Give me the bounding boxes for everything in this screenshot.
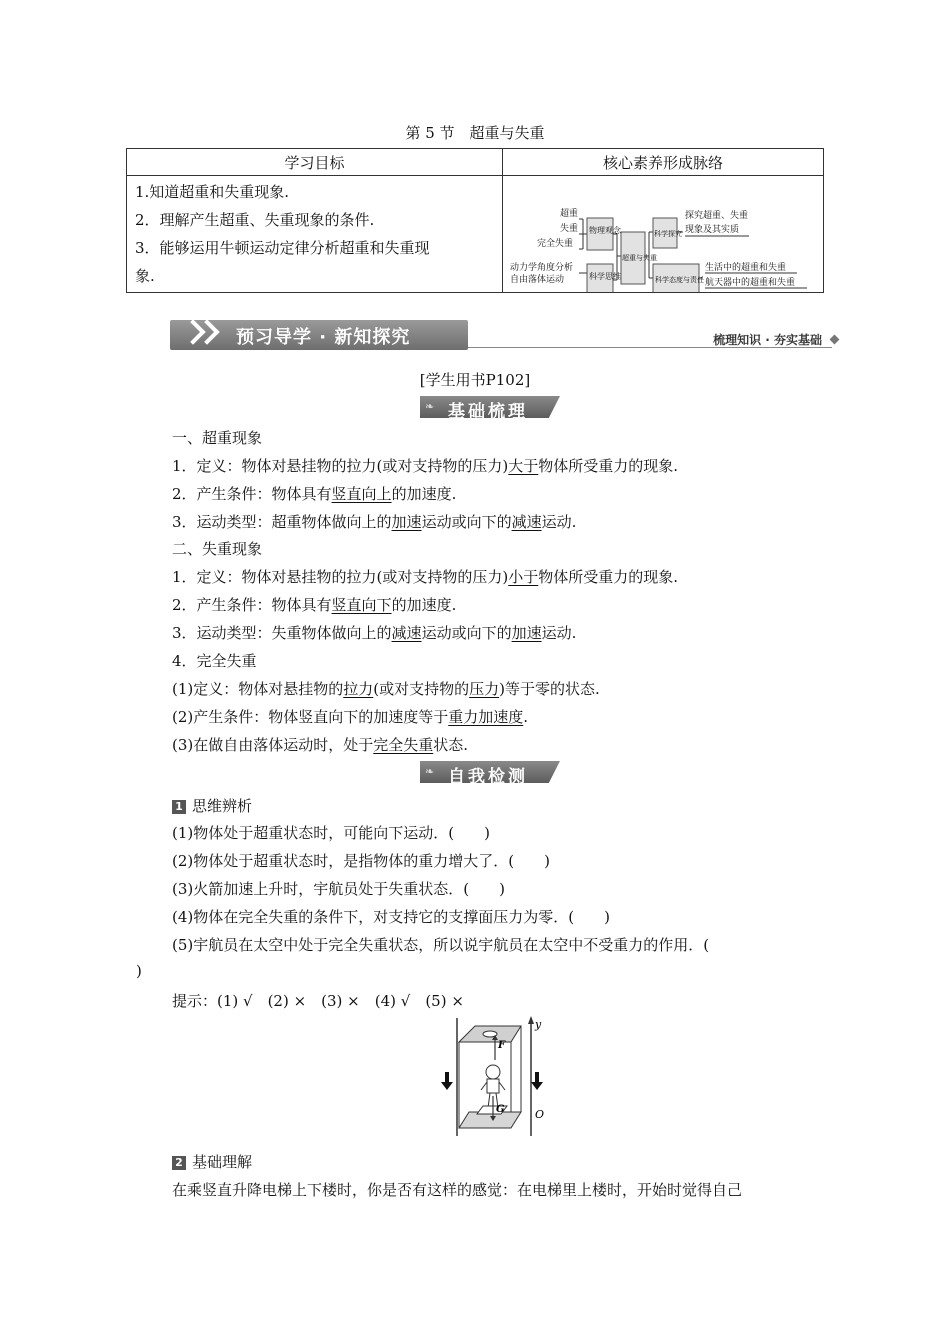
q1-item-1: (1)物体处于超重状态时，可能向下运动．( ) — [172, 824, 490, 842]
goal-item: 1.知道超重和失重现象. — [135, 183, 290, 201]
map-right-top-1: 探究超重、失重 — [685, 211, 749, 221]
q1-item-5-cont: ) — [136, 962, 142, 980]
complete-weightless-definition: (1)定义：物体对悬挂物的拉力(或对支持物的压力)等于零的状态. — [172, 680, 600, 698]
complete-weightless-condition: (2)产生条件：物体竖直向下的加速度等于重力加速度. — [172, 708, 529, 726]
goal-item: 3．能够运用牛顿运动定律分析超重和失重现 — [135, 239, 430, 257]
origin-label: O — [535, 1108, 545, 1121]
banner-title: 预习导学 · 新知探究 — [236, 327, 411, 348]
answer-key: 完全失重 — [373, 736, 434, 754]
concept-map-cell — [503, 176, 824, 293]
q1-heading: 1 思维辨析 — [172, 795, 252, 816]
heading-overweight: 一、超重现象 — [172, 429, 263, 447]
q1-hint: 提示：(1) √ (2) × (3) × (4) √ (5) × — [172, 992, 464, 1010]
map-right-bottom-2: 航天器中的超重和失重 — [705, 278, 796, 288]
answer-key: 减速 — [511, 513, 542, 531]
answer-key: 减速 — [391, 624, 422, 642]
q1-item-2: (2)物体处于超重状态时，是指物体的重力增大了．( ) — [172, 852, 550, 870]
goals-list — [127, 176, 503, 293]
force-f-label: F — [498, 1040, 506, 1051]
core-literacy-header: 核心素养形成脉络 — [503, 149, 824, 176]
answer-key: 拉力 — [343, 680, 374, 698]
map-thinking-box: 科学思维 — [589, 272, 621, 281]
q2-text: 在乘竖直升降电梯上下楼时，你是否有这样的感觉：在电梯里上楼时，开始时觉得自己 — [172, 1181, 743, 1199]
section-banner — [170, 320, 840, 356]
answer-key: 竖直向上 — [331, 485, 392, 503]
q1-item-5: (5)宇航员在太空中处于完全失重状态，所以说宇航员在太空中不受重力的作用．( — [172, 936, 710, 954]
map-right-bottom-1: 生活中的超重和失重 — [705, 263, 787, 273]
map-attitude-box: 科学态度与责任 — [655, 276, 704, 284]
map-right-top-2: 现象及其实质 — [685, 225, 740, 235]
book-reference: [学生用书P102] — [419, 371, 531, 389]
goal-item: 2．理解产生超重、失重现象的条件. — [135, 211, 375, 229]
goals-table — [126, 148, 824, 293]
answer-key: 小于 — [508, 568, 539, 586]
weightless-definition: 1．定义：物体对悬挂物的拉力(或对支持物的压力)小于物体所受重力的现象. — [172, 568, 679, 586]
map-left-top-1: 超重 — [560, 209, 579, 219]
q1-item-3: (3)火箭加速上升时，宇航员处于失重状态．( ) — [172, 880, 505, 898]
q2-heading: 2 基础理解 — [172, 1151, 252, 1172]
map-center-box: 超重与失重 — [622, 254, 657, 262]
section-header-basics — [420, 396, 560, 420]
map-physics-box: 物理观念 — [589, 226, 621, 235]
elevator-figure — [435, 1016, 555, 1140]
answer-key: 重力加速度 — [448, 708, 524, 726]
weightless-motion-type: 3．运动类型：失重物体做向上的减速运动或向下的加速运动. — [172, 624, 577, 642]
weightless-condition: 2．产生条件：物体具有竖直向下的加速度. — [172, 596, 457, 614]
answer-key: 压力 — [469, 680, 500, 698]
map-left-bottom-2: 自由落体运动 — [510, 275, 565, 285]
heading-weightless: 二、失重现象 — [172, 540, 263, 558]
lesson-title: 第 5 节 超重与失重 — [405, 124, 545, 142]
goals-header: 学习目标 — [127, 149, 503, 176]
overweight-condition: 2．产生条件：物体具有竖直向上的加速度. — [172, 485, 457, 503]
gravity-g-label: G — [496, 1104, 505, 1115]
concept-map — [503, 176, 823, 292]
axis-y-label: y — [535, 1018, 542, 1031]
answer-key: 竖直向下 — [331, 596, 392, 614]
heading-complete-weightless: 4．完全失重 — [172, 652, 257, 670]
answer-key: 加速 — [511, 624, 542, 642]
diamond-icon — [830, 335, 840, 345]
number-badge: 1 — [172, 800, 186, 814]
overweight-definition: 1．定义：物体对悬挂物的拉力(或对支持物的压力)大于物体所受重力的现象. — [172, 457, 679, 475]
banner-subtitle: 梳理知识 · 夯实基础 — [713, 333, 822, 347]
answer-key: 大于 — [508, 457, 539, 475]
answer-key: 加速 — [391, 513, 422, 531]
goal-item: 象. — [135, 267, 155, 285]
section-title: 自我检测 — [448, 767, 528, 787]
map-left-top-2: 失重 — [560, 224, 579, 234]
overweight-motion-type: 3．运动类型：超重物体做向上的加速运动或向下的减速运动. — [172, 513, 577, 531]
section-title: 基础梳理 — [448, 402, 528, 422]
leaf-icon: ❧ — [425, 765, 435, 778]
complete-weightless-freefall: (3)在做自由落体运动时，处于完全失重状态. — [172, 736, 469, 754]
map-left-top-3: 完全失重 — [537, 239, 574, 249]
map-inquiry-box: 科学探究 — [654, 230, 682, 238]
map-left-bottom-1: 动力学角度分析 — [510, 263, 574, 273]
section-header-self-check — [420, 761, 560, 785]
leaf-icon: ❧ — [425, 400, 435, 413]
q1-item-4: (4)物体在完全失重的条件下，对支持它的支撑面压力为零．( ) — [172, 908, 610, 926]
number-badge: 2 — [172, 1156, 186, 1170]
